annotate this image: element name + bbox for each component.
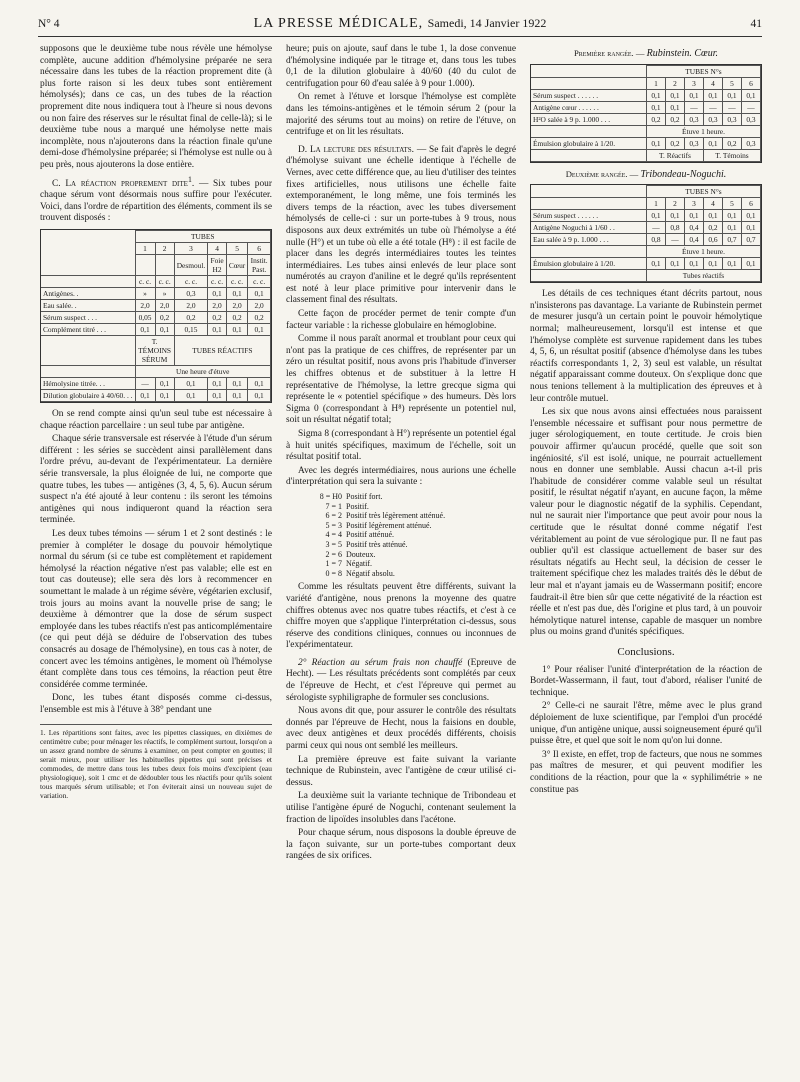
row-label: Sérum suspect . . . . . .	[531, 210, 646, 222]
table-row	[41, 378, 271, 390]
table-row	[531, 89, 761, 101]
table-cell: 0,1	[208, 324, 227, 336]
table-cell: 0,1	[208, 390, 227, 402]
scale-row	[296, 540, 447, 550]
table-cell: —	[665, 234, 684, 246]
table-cell: 2,0	[135, 300, 155, 312]
scale-row	[296, 569, 447, 579]
section-c	[40, 174, 272, 226]
table-cell: 0,1	[703, 258, 722, 270]
scale-key: 3 = 5	[325, 539, 342, 549]
table-cell: 0,1	[155, 390, 174, 402]
table-cell: —	[646, 222, 665, 234]
tube-number: 5	[226, 243, 247, 255]
scale-value: Positif très légèrement atténué.	[346, 511, 446, 521]
table-cell: 0,1	[684, 258, 703, 270]
antigen-name	[155, 255, 174, 276]
section-2	[286, 658, 516, 704]
interpretation-scale	[296, 492, 447, 578]
table-cell: 0,1	[135, 324, 155, 336]
paragraph: Les deux tubes témoins — sérum 1 et 2 sont destinés : le premier à compléter le dosage du pouvoir hémolytique normal du sérum (si ce tube est complètement et rapidement hémolysé la réaction négative n'est pas valable; elle est en tout cas douteuse); elle sera dès lors à recommencer en soumettant le malade à un régime sévère, végétarien exclusif, trois jours au moins avant la nouvelle prise de sang; le deuxième à démontrer que la dose de sérum suspect employée dans les tubes réactifs n'est pas anticomplémentaire (ce qui peut déjà se déduire de l'observation des tubes consacrés au dosage de l'hémolysine), en tous cas à noter, de concert avec les témoins antigènes, le moment où l'hémolyse étant complète dans tous ces témoins, la réaction peut être considérée comme terminée.	[40, 528, 272, 690]
column-middle	[286, 44, 516, 865]
units-row	[41, 276, 271, 288]
table-cell: 0,1	[703, 89, 722, 101]
conclusion-item: 2° Celle-ci ne saurait l'être, même avec le plus grand déploiement de luxe scientifique, par l'emploi d'un procédé unique, d'un antigène unique, aussi soigneusement épuré qu'il puisse être, et quel que soit le nom qu'on lui donne.	[530, 701, 762, 747]
table-cell: 0,1	[646, 89, 665, 101]
table-cell: 2,0	[226, 300, 247, 312]
page-number: 41	[750, 18, 762, 30]
table-cell: 0,1	[135, 390, 155, 402]
scale-key: 1 = 7	[325, 559, 342, 569]
table-cell: 0,3	[741, 137, 760, 149]
table-cell: 0,2	[722, 137, 741, 149]
scale-row	[296, 492, 447, 502]
table-row	[531, 222, 761, 234]
tube-number: 4	[208, 243, 227, 255]
scale-value: Positif légèrement atténué.	[346, 520, 432, 530]
table-cell: 0,7	[741, 234, 760, 246]
paragraph: Comme il nous paraît anormal et troublant pour ceux qui n'ont pas la pratique de ces chiffres, de représenter par un zéro un résultat positif, nous avons pris l'habitude d'inverser les chiffres obtenus et de substituer à la lettre H représentative de l'hémolyse, la lettre grecque sigma qui représente le « potentiel spécifique » des humeurs. Dès lors Sigma 0 (correspondant à H⁸) représente un potentiel nul, soit un résultat négatif total;	[286, 334, 516, 426]
paragraph: On remet à l'étuve et lorsque l'hémolyse est complète dans les témoins-antigènes et le témoin sérum 2 (pour la majorité des sérums tout au moins) on retire de l'étuve, on centrifuge et on lit les résultats.	[286, 92, 516, 138]
paragraph: La première épreuve est faite suivant la variante technique de Rubinstein, avec l'antigène de cœur utilisé ci-dessus.	[286, 754, 516, 788]
etuve-row: Étuve 1 heure.	[646, 246, 760, 258]
tube-number: 3	[174, 243, 208, 255]
table-cell: 0,1	[155, 324, 174, 336]
table-cell: 0,3	[174, 288, 208, 300]
table-cell: 0,3	[741, 113, 760, 125]
row-label: Sérum suspect . . . . . .	[531, 89, 646, 101]
issue-number: N° 4	[38, 18, 60, 30]
section-text: (Epreuve de Hecht). — Les résultats précédents sont complétés par ceux de l'épreuve de Hecht, et c'est l'épreuve qui permet au sérologiste syphiligraphe de formuler ses conclusions.	[286, 657, 516, 703]
table-cell: —	[135, 378, 155, 390]
section-heading: C. La réaction proprement dite	[52, 178, 188, 189]
row-label: Antigènes. .	[41, 288, 135, 300]
table-cell: 0,3	[684, 113, 703, 125]
table-header: TUBES N°s	[646, 65, 760, 77]
table-cell: —	[703, 101, 722, 113]
unit-cell: c. c.	[208, 276, 227, 288]
table-cell: 0,1	[665, 210, 684, 222]
table-cell: 0,1	[174, 378, 208, 390]
table-row	[41, 300, 271, 312]
table-cell: 0,1	[741, 210, 760, 222]
scale-row	[296, 559, 447, 569]
table-cell: 0,4	[684, 222, 703, 234]
rangee-label: Première rangée. —	[573, 48, 645, 58]
tube-number: 6	[741, 198, 760, 210]
table-cell: 0,1	[722, 258, 741, 270]
table-header: TUBES N°s	[646, 186, 760, 198]
scale-key: 7 = 1	[325, 501, 342, 511]
rangee-label: Deuxième rangée. —	[565, 168, 639, 179]
scale-value: Négatif.	[346, 559, 372, 569]
table-cell: 0,1	[684, 210, 703, 222]
scale-key: 8 = H0	[319, 491, 342, 501]
row-label	[531, 198, 646, 210]
table-cell: 0,1	[741, 222, 760, 234]
row-label: H²O salée à 9 p. 1.000 . . .	[531, 113, 646, 125]
table-cell: 0,1	[665, 101, 684, 113]
table-cell: 0,1	[646, 137, 665, 149]
table-cell: 0,1	[703, 137, 722, 149]
table-cell: 0,2	[703, 222, 722, 234]
table-cell: 0,1	[684, 89, 703, 101]
distribution-table	[40, 229, 272, 403]
tube-number: 1	[646, 198, 665, 210]
table-cell: —	[684, 101, 703, 113]
table-row	[41, 390, 271, 402]
row-label: Hémolysine titrée. . .	[41, 378, 135, 390]
paragraph: Comme les résultats peuvent être différents, suivant la variété d'antigène, nous prenons la moyenne des quatre chiffres obtenus avec nos quatre tubes réactifs, et c'est à ce chiffre moyen que s'applique l'interprétation ci-dessus, sous réserve des conditions cliniques, connues ou inconnues de l'expérimentateur.	[286, 582, 516, 651]
table-cell: 2,0	[174, 300, 208, 312]
paragraph: Nous avons dit que, pour assurer le contrôle des résultats donnés par l'épreuve de Hecht, nous la faisions en double, avec deux antigènes et deux procédés différents, choisis parmi ceux qui nous ont semblé les meilleurs.	[286, 706, 516, 752]
etuve-row: Étuve 1 heure.	[646, 125, 760, 137]
scale-key: 2 = 6	[325, 549, 342, 559]
table-cell: 0,1	[703, 210, 722, 222]
rangee-2-heading	[530, 169, 762, 181]
table-cell: 0,1	[665, 89, 684, 101]
row-label: Dilution globulaire à 40/60. . .	[41, 390, 135, 402]
table-cell: 0,1	[741, 89, 760, 101]
scale-row	[296, 521, 447, 531]
reactifs-header: TUBES RÉACTIFS	[174, 336, 270, 366]
journal-name: LA PRESSE MÉDICALE,	[253, 16, 424, 31]
table-cell: 0,1	[722, 210, 741, 222]
conclusion-item: 1° Pour réaliser l'unité d'interprétation de la réaction de Bordet-Wassermann, il faut, tout d'abord, réaliser l'unité de technique.	[530, 664, 762, 698]
table-cell: 0,4	[684, 234, 703, 246]
tube-number: 3	[684, 198, 703, 210]
table-cell: 0,1	[646, 258, 665, 270]
table-cell: 0,6	[703, 234, 722, 246]
row-label: Émulsion globulaire à 1/20.	[531, 137, 646, 149]
scale-row	[296, 550, 447, 560]
column-left	[40, 44, 272, 800]
table-cell: 0,1	[722, 222, 741, 234]
table-row	[41, 324, 271, 336]
table-cell: 0,1	[248, 288, 271, 300]
table-cell: »	[135, 288, 155, 300]
temoins-header: T. TÉMOINS SÉRUM	[135, 336, 174, 366]
conclusion-item: 3° Il existe, en effet, trop de facteurs, que nous ne sommes pas maîtres de mesurer, et qui peuvent modifier les conditions de la réaction, pour que la « syphilimétrie » ne constitue pas	[530, 749, 762, 795]
rangee-title: Rubinstein. Cœur.	[646, 48, 719, 59]
unit-cell: c. c.	[135, 276, 155, 288]
table-row	[531, 113, 761, 125]
paragraph: Pour chaque sérum, nous disposons la double épreuve de la façon suivante, sur un porte-tubes comportant deux rangées de six orifices.	[286, 828, 516, 862]
paragraph: Donc, les tubes étant disposés comme ci-dessus, l'ensemble est mis à l'étuve à 38° pendant une	[40, 693, 272, 715]
row-label: Eau salée. .	[41, 300, 135, 312]
table-row	[531, 234, 761, 246]
scale-key: 5 = 3	[325, 520, 342, 530]
table-cell: 0,2	[174, 312, 208, 324]
table-cell: 0,1	[208, 288, 227, 300]
table-cell: 2,0	[248, 300, 271, 312]
table-cell: 0,7	[722, 234, 741, 246]
conclusions-heading: Conclusions.	[617, 646, 675, 658]
temoins-footer: T. Témoins	[703, 149, 760, 161]
table-cell: 0,3	[684, 137, 703, 149]
paragraph: Avec les degrés intermédiaires, nous aurions une échelle d'interprétation qui sera la suivante :	[286, 465, 516, 488]
tube-number: 2	[155, 243, 174, 255]
scale-value: Positif très atténué.	[346, 539, 408, 549]
antigen-name: Foie H2	[208, 255, 227, 276]
rubinstein-table	[530, 64, 762, 163]
tube-number: 2	[665, 77, 684, 89]
table-row	[531, 210, 761, 222]
table-cell: 0,05	[135, 312, 155, 324]
scale-value: Positif fort.	[346, 491, 383, 501]
paragraph: Les détails de ces techniques étant décrits partout, nous n'insisterons pas davantage. La variante de Rubinstein permet de mesurer jusqu'à un certain point le pouvoir hémolytique normal; malheureusement, lorsqu'il est intense et que l'hémolyse complète est survenue rapidement dans les tubes 4, 5, 6, un résultat positif (absence d'hémolyse dans les tubes réactifs correspondants 1, 2, 3) seul est valable, un résultat négatif apparaissant comme douteux. On s'explique donc que nous tenions tellement à la multiplication des épreuves et à leur contrôle mutuel.	[530, 289, 762, 404]
issue-date: Samedi, 14 Janvier 1922	[427, 16, 547, 30]
tube-number: 1	[135, 243, 155, 255]
row-label	[531, 77, 646, 89]
rangee-1-heading	[530, 48, 762, 60]
paragraph: On se rend compte ainsi qu'un seul tube est nécessaire à chaque réaction parcellaire : un seul tube par antigène.	[40, 409, 272, 431]
section-d	[286, 145, 516, 307]
scale-value: Douteux.	[346, 549, 376, 559]
table-cell: 0,1	[226, 390, 247, 402]
reactifs-footer: T. Réactifs	[646, 149, 703, 161]
table-cell: 0,2	[226, 312, 247, 324]
section-text: . — Six tubes pour chaque sérum vont désormais nous suffire pour l'exécuter. Voici, dans l'ordre de répartition des éléments, comment ils se trouvent disposés :	[40, 178, 272, 224]
section-text: — Se fait d'après le degré d'hémolyse suivant une échelle identique à l'échelle de Vernes, avec cette différence que, au lieu d'utiliser des teintes fixes artificielles, nous utilisons une échelle faite extemporanément, le long même, une fois terminés les divers temps de la réaction, avec les tubes diversement hémolysés de celle-ci : sur un porte-tubes à 9 trous, nous disposons aux deux extrémités un tube où l'hémolyse a été nulle (H°) et un tube où elle a été totale (H⁸) : il est facile de placer dans les degrés intermédiaires toutes les teintes intermédiaires. Les tubes ainsi enlevés de leur place sont numérotés au crayon d'aniline et le degré qu'ils représentent est noté à leur place primitive pour intervenir dans le classement final des résultats.	[286, 144, 516, 306]
table-cell: 0,2	[646, 113, 665, 125]
scale-row	[296, 530, 447, 540]
table-cell: 0,3	[722, 113, 741, 125]
scale-key: 6 = 2	[325, 511, 342, 521]
antigen-name: Instit. Past.	[248, 255, 271, 276]
table-cell: 0,2	[155, 312, 174, 324]
unit-cell: c. c.	[155, 276, 174, 288]
paragraph: Sigma 8 (correspondant à H°) représente un potentiel égal à huit unités spécifiques, maximum de l'échelle, soit un résultat positif total.	[286, 429, 516, 463]
table-cell: —	[741, 101, 760, 113]
scale-key: 0 = 8	[325, 568, 342, 578]
antigen-name: Cœur	[226, 255, 247, 276]
row-label	[41, 276, 135, 288]
tube-number: 5	[722, 77, 741, 89]
tube-number: 5	[722, 198, 741, 210]
paragraph: Chaque série transversale est réservée à l'étude d'un sérum différent : les séries se succèdent ainsi parallèlement dans l'ordre prévu, au-devant de l'expérimentateur. La dernière série transversale, la plus éloignée de lui, ne comporte que quatre tubes, les tubes — antigènes (3, 4, 5, 6). Aucun sérum suspect n'a été ajouté à leur contenu : ils seront les témoins antigènes qui nous indiqueront quand la réaction sera terminée.	[40, 434, 272, 526]
unit-cell: c. c.	[174, 276, 208, 288]
row-label: Complément titré . . .	[41, 324, 135, 336]
row-label: Antigène Noguchi à 1/60 . .	[531, 222, 646, 234]
table-cell: 0,1	[722, 89, 741, 101]
table-cell: 0,15	[174, 324, 208, 336]
table-cell: 0,1	[741, 258, 760, 270]
column-right	[530, 44, 762, 798]
scale-value: Positif.	[346, 501, 369, 511]
table-cell: —	[722, 101, 741, 113]
rangee-title: Tribondeau-Noguchi.	[640, 168, 727, 180]
table-cell: 0,1	[248, 390, 271, 402]
table-cell: 0,2	[208, 312, 227, 324]
row-label: Eau salée à 9 p. 1.000 . . .	[531, 234, 646, 246]
table-cell: 0,1	[248, 324, 271, 336]
section-heading: 2° Réaction au sérum frais non chauffé	[298, 657, 463, 668]
antigen-name: Desmoul.	[174, 255, 208, 276]
table-cell: 0,1	[646, 101, 665, 113]
paragraph: Cette façon de procéder permet de tenir compte d'un facteur variable : la richesse globulaire en hémoglobine.	[286, 309, 516, 331]
table-row	[41, 312, 271, 324]
footnote-mark: 1	[187, 174, 192, 184]
paragraph: supposons que le deuxième tube nous révèle une hémolyse complète, aucune addition d'hémolysine préparée ne sera nécessaire dans les tubes de la réaction proprement dite (à plus forte raison si les deux tubes sont entièrement hémolysés); dans ce cas, un des tubes de la réaction proprement dite nous indiquera tout à l'heure si nous devons ou non faire des réserves sur le résultat final de celle-là); si le deuxième tube nous a marqué une hémolyse nette mais incomplète, nous n'ajouterons dans la réaction finale qu'une demi-dose d'hémolysine préparée; si l'hémolyse est nulle ou à peu près, nous ajouterons la dose entière.	[40, 44, 272, 170]
tribondeau-table	[530, 184, 762, 283]
table-row	[531, 101, 761, 113]
table-cell: 0,1	[155, 378, 174, 390]
table-header: TUBES	[135, 231, 271, 243]
table-cell: 0,1	[226, 378, 247, 390]
table-cell: »	[155, 288, 174, 300]
table-row	[41, 288, 271, 300]
table-cell: 0,2	[665, 137, 684, 149]
unit-cell: c. c.	[226, 276, 247, 288]
reactifs-footer: Tubes réactifs	[646, 270, 760, 282]
scale-value: Positif atténué.	[346, 530, 394, 540]
table-cell: 0,3	[703, 113, 722, 125]
tube-number: 3	[684, 77, 703, 89]
scale-row	[296, 511, 447, 521]
footnote: 1. Les répartitions sont faites, avec les pipettes classiques, en dixièmes de centimètre cube; pour ménager les réactifs, le complément surtout, lorsqu'on a un assez grand nombre de sérums à examiner, on peut compter en gouttes; il serait mieux, pour utiliser les habituelles pipettes qui sont précises et commodes, de mettre dans tous les tubes deux fois moins d'excipient (eau physiologique), soit 1 cmc et de dédoubler tous les réactifs pour qu'ils soient tous marqués sérum utilisable; et l'on éviterait ainsi un nouveau sujet de variation.	[40, 724, 272, 800]
journal-title-line	[38, 16, 762, 32]
antigen-name	[135, 255, 155, 276]
row-label: Sérum suspect . . .	[41, 312, 135, 324]
table-cell: 0,1	[174, 390, 208, 402]
table-cell: 0,1	[226, 324, 247, 336]
tube-number: 6	[741, 77, 760, 89]
tube-number: 1	[646, 77, 665, 89]
paragraph: heure; puis on ajoute, sauf dans le tube 1, la dose convenue d'hémolysine indiquée par le titrage et, dans tous les tubes 0,1 de la dilution globulaire à 40/60 (40 du culot de centrifugation pour 60 d'eau salée à 9 pour 1.000).	[286, 44, 516, 89]
tube-number: 4	[703, 198, 722, 210]
etuve-row: Une heure d'étuve	[135, 366, 271, 378]
table-cell: 0,8	[665, 222, 684, 234]
paragraph: La deuxième suit la variante technique de Tribondeau et utilise l'antigène épuré de Noguchi, contenant seulement la fraction de lipoïdes insolubles dans l'acétone.	[286, 791, 516, 825]
tube-number: 4	[703, 77, 722, 89]
unit-cell: c. c.	[248, 276, 271, 288]
table-cell: 0,2	[665, 113, 684, 125]
row-label: Émulsion globulaire à 1/20.	[531, 258, 646, 270]
table-cell: 0,8	[646, 234, 665, 246]
tube-number: 6	[248, 243, 271, 255]
page-header	[38, 14, 762, 37]
section-heading: D. La lecture des résultats.	[298, 144, 414, 155]
paragraph: Les six que nous avons ainsi effectuées nous paraissent l'ensemble nécessaire et suffisant pour nous permettre de juger sérologiquement, en toute certitude. Je crois bien pouvoir affirmer qu'aucun procédé, quelle que soit son ingéniosité, s'il est isolé, unique, ne pourrait actuellement nous en donner une semblable. Aussi chacun a-t-il pris l'habitude de considérer comme valable seul un résultat positif, le résultat négatif n'ayant, en aucune façon, la même valeur pour le diagnostic négatif de la syphilis. Cependant, nul ne saurait nier l'importance que peut avoir pour nous la certitude que le résultat donné comme négatif l'est véritablement au point de vue sérologique pur. Il ne faut pas oublier qu'il est classique actuellement de baser sur des résultats négatifs au Hecht seul, la décision de cesser le traitement spécifique chez les malades traités dès le début de leur mal et n'ayant jamais eu de Wassermann positif; encore faudrait-il être bien sûr que cette négativité de la réaction est réelle et n'est pas due, dès l'origine et plus tard, à un pouvoir hémolytique naturel intense, capable de masquer un nombre plus ou moins grand d'unités spécifiques.	[530, 407, 762, 638]
table-cell: 0,2	[248, 312, 271, 324]
table-cell: 0,1	[208, 378, 227, 390]
table-cell: 0,1	[248, 378, 271, 390]
table-cell: 0,1	[665, 258, 684, 270]
table-cell: 2,0	[208, 300, 227, 312]
table-cell: 2,0	[155, 300, 174, 312]
tube-number: 2	[665, 198, 684, 210]
scale-key: 4 = 4	[325, 530, 342, 540]
row-label: Antigène cœur . . . . . .	[531, 101, 646, 113]
table-cell: 0,1	[226, 288, 247, 300]
scale-row	[296, 502, 447, 512]
scale-value: Négatif absolu.	[346, 568, 395, 578]
table-cell: 0,1	[646, 210, 665, 222]
